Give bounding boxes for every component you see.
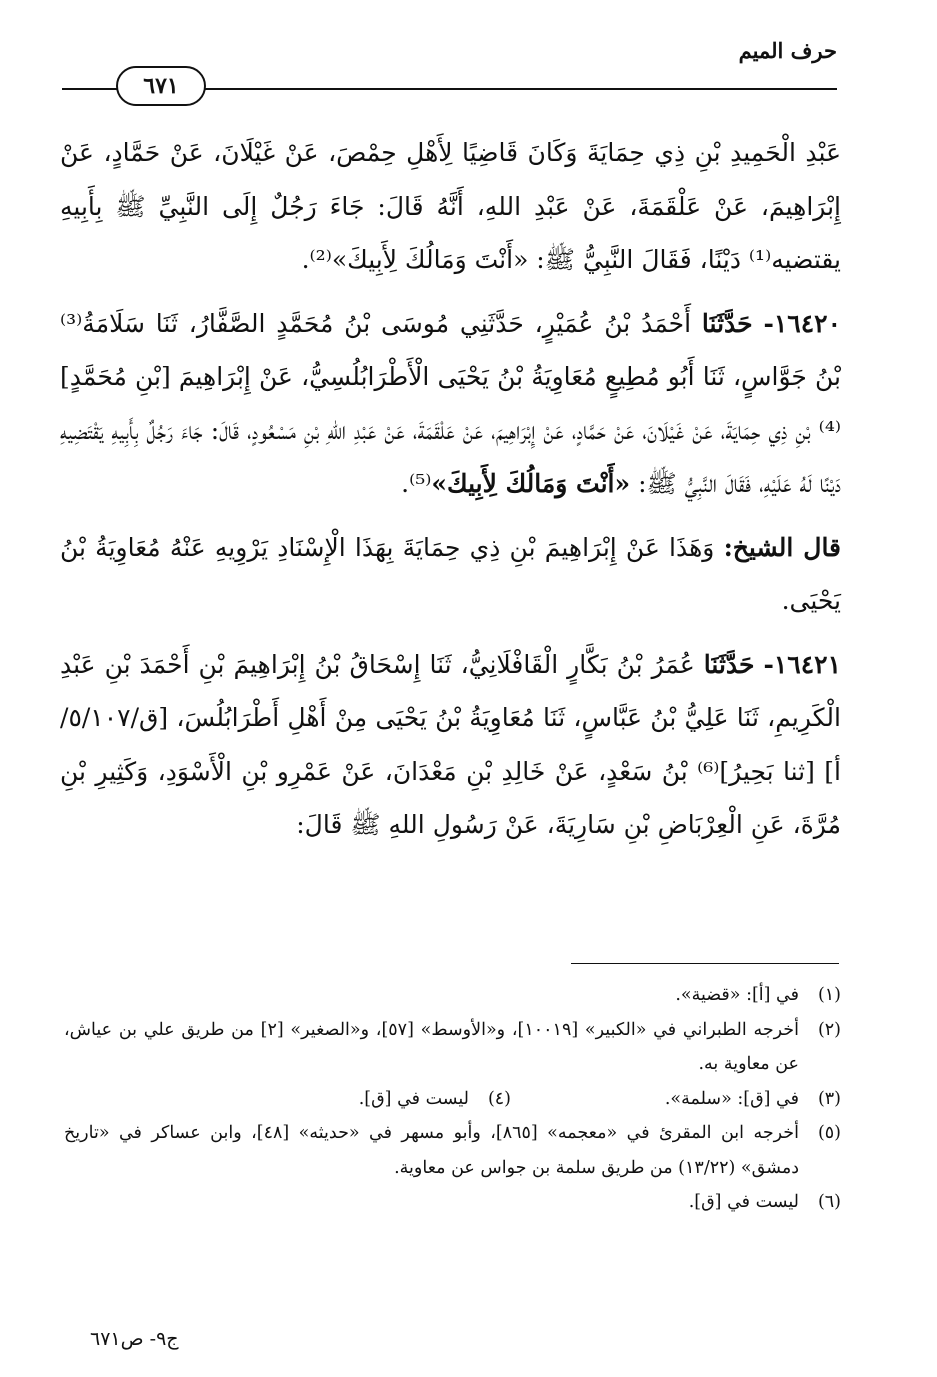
hadith-quote: «أَنْتَ وَمَالُكَ لِأَبِيكَ» bbox=[431, 469, 631, 498]
chapter-title: حرف الميم bbox=[738, 38, 837, 63]
hadith-16420 bbox=[60, 297, 841, 511]
footnote-4 bbox=[359, 1082, 511, 1117]
hadith-keyword: حَدَّثَنَا bbox=[701, 308, 753, 338]
hadith-keyword: حَدَّثَنَا bbox=[703, 649, 755, 679]
footnote-number: (٦) bbox=[817, 1192, 841, 1212]
footnote-number: (١) bbox=[817, 985, 841, 1005]
hadith-16421 bbox=[60, 638, 841, 852]
paragraph-continuation: عَبْدِ الْحَمِيدِ بْنِ ذِي حِمَايَةَ وَكَانَ قَاضِيًا لِأَهْلِ حِمْصَ، عَنْ غَيْلَانَ، عَنْ حَمَّادٍ، عَنْ إِبْرَاهِيمَ، عَنْ عَلْقَمَةَ، عَنْ عَبْدِ اللهِ، أَنَّهُ قَالَ: جَاءَ رَجُلٌ إِلَى النَّبِيِّ ﷺ بِأَبِيهِ يقتضيه⁽¹⁾ دَيْنًا، فَقَالَ النَّبِيُّ ﷺ: «أَنْتَ وَمَالُكَ لِأَبِيكَ»⁽²⁾. bbox=[60, 138, 841, 274]
footnote-separator bbox=[571, 963, 839, 964]
hadith-number: ١٦٤٢١- bbox=[763, 649, 842, 679]
sheikh-text: وَهَذَا عَنْ إِبْرَاهِيمَ بْنِ ذِي حِمَايَةَ بِهَذَا الْإِسْنَادِ يَرْوِيهِ عَنْهُ مُعَاوِيَةُ بْنُ يَحْيَى. bbox=[60, 532, 841, 615]
page-number: ٦٧١ bbox=[116, 66, 206, 106]
footnote-text: في [أ]: «قضية». bbox=[675, 985, 799, 1005]
sheikh-label: قال الشيخ: bbox=[723, 532, 842, 562]
footnote-text: ليست في [ق]. bbox=[688, 1192, 799, 1212]
footnote-text: أخرجه ابن المقرئ في «معجمه» [٨٦٥]، وأبو مسهر في «حديثه» [٤٨]، وابن عساكر في «تاريخ دمشق» (١٣/٢٢) من طريق سلمة بن جواس عن معاوية. bbox=[64, 1123, 799, 1178]
footnote-5 bbox=[64, 1116, 841, 1185]
footnote-3 bbox=[511, 1082, 841, 1117]
footnote-number: (٥) bbox=[817, 1123, 841, 1143]
footnote-number: (٢) bbox=[817, 1019, 841, 1040]
footnote-6 bbox=[64, 1185, 841, 1220]
hadith-tail: ⁽⁵⁾. bbox=[401, 469, 432, 498]
footnote-2 bbox=[64, 1013, 841, 1082]
page-reference: ج٩- ص٦٧١ bbox=[90, 1328, 179, 1350]
main-text bbox=[60, 126, 841, 852]
footnote-text: أخرجه الطبراني في «الكبير» [١٠٠١٩]، و«الأوسط» [٥٧]، و«الصغير» [٢] من طريق علي بن عياش، عن معاوية به. bbox=[64, 1019, 799, 1074]
footnote-number: (٤) bbox=[487, 1088, 511, 1109]
footnote-row-3-4 bbox=[64, 1082, 841, 1117]
footnote-text: ليست في [ق]. bbox=[358, 1088, 469, 1109]
hadith-text: عُمَرُ بْنُ بَكَّارٍ الْقَافْلَانِيُّ، ثَنَا إِسْحَاقُ بْنُ إِبْرَاهِيمَ بْنِ أَحْمَدَ بْنِ عَبْدِ الْكَرِيمِ، ثَنَا عَلِيُّ بْنُ عَبَّاسٍ، ثَنَا مُعَاوِيَةُ بْنُ يَحْيَى مِنْ أَهْلِ أَطْرَابُلُسَ، [ق/٥/١٠٧/أ] [ثنا بَحِيرُ]⁽⁶⁾ بْنُ سَعْدٍ، عَنْ خَالِدِ بْنِ مَعْدَانَ، عَنْ عَمْرِو بْنِ الْأَسْوَدِ، وَكَثِيرِ بْنِ مُرَّةَ، عَنِ الْعِرْبَاضِ بْنِ سَارِيَةَ، عَنْ رَسُولِ اللهِ ﷺ قَالَ: bbox=[60, 649, 842, 839]
footnote-number: (٣) bbox=[817, 1088, 841, 1109]
sheikh-comment bbox=[60, 521, 841, 628]
hadith-number: ١٦٤٢٠- bbox=[763, 308, 841, 338]
footnotes bbox=[64, 978, 841, 1220]
footnote-1 bbox=[64, 978, 841, 1013]
footnote-text: في [ق]: «سلمة». bbox=[664, 1088, 799, 1109]
hadith-text: أَحْمَدُ بْنُ عُمَيْرٍ، حَدَّثَنِي مُوسَى بْنُ مُحَمَّدٍ الصَّفَّارُ، ثَنَا سَلَامَةُ⁽³⁾ بْنُ جَوَّاسٍ، ثَنَا أَبُو مُطِيعٍ مُعَاوِيَةُ بْنُ يَحْيَى الْأَطْرَابُلُسِيُّ، عَنْ إِبْرَاهِيمَ [بْنِ مُحَمَّدٍ]⁽⁴⁾ بْنِ ذِي حِمَايَةَ، عَنْ غَيْلَانَ، عَنْ حَمَّادٍ، عَنْ إِبْرَاهِيمَ، عَنْ عَلْقَمَةَ، عَنْ عَبْدِ اللهِ بْنِ مَسْعُودٍ، قَالَ: جَاءَ رَجُلٌ بِأَبِيهِ يَقْتَضِيهِ دَيْنًا لَهُ عَلَيْهِ، فَقَالَ النَّبِيُّ ﷺ: bbox=[60, 308, 841, 498]
